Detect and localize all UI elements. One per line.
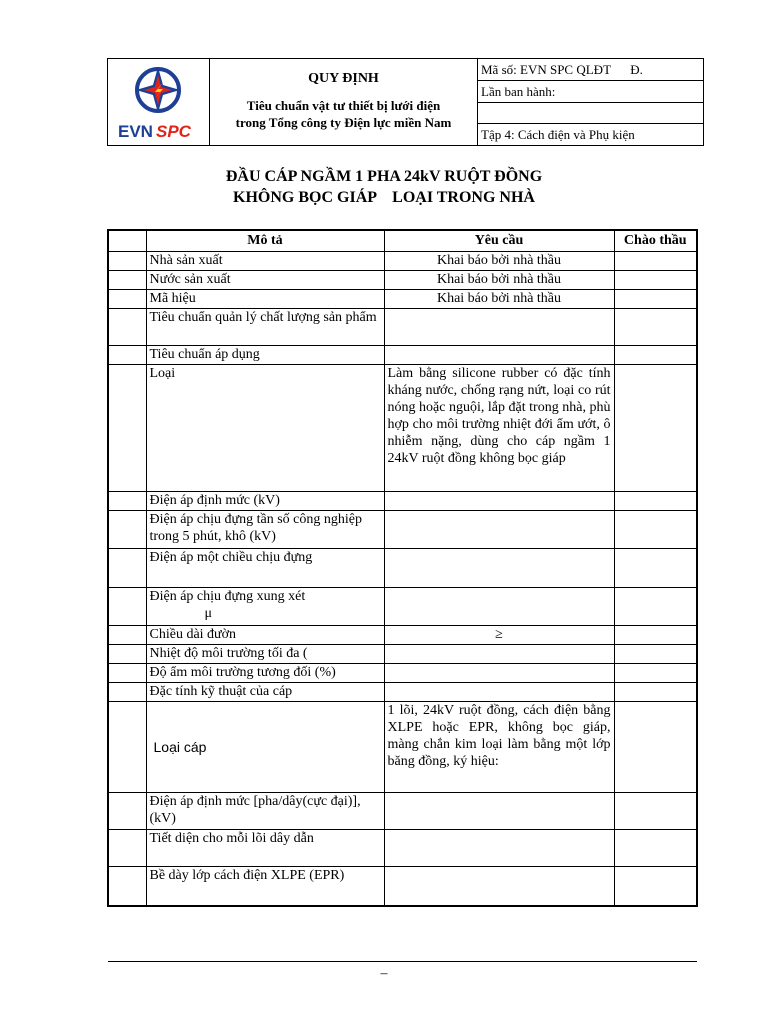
- row-desc: Tiêu chuẩn quản lý chất lượng sản phẩm: [146, 309, 384, 346]
- evn-logo-icon: [108, 59, 208, 143]
- row-desc: Tiêu chuẩn áp dụng: [146, 346, 384, 365]
- table-row: [108, 346, 697, 365]
- logo-text-evn: EVN: [118, 122, 153, 141]
- row-req: Khai báo bởi nhà thầu: [384, 252, 614, 271]
- row-req: [384, 346, 614, 365]
- table-row: [108, 793, 697, 830]
- blank-field: [478, 103, 704, 124]
- row-desc-cell: [146, 588, 384, 626]
- table-row: [108, 626, 697, 645]
- row-req: [384, 492, 614, 511]
- col-header-requirement: Yêu cầu: [384, 230, 614, 252]
- row-req: [384, 664, 614, 683]
- table-row: [108, 664, 697, 683]
- table-row: [108, 252, 697, 271]
- row-req: [384, 511, 614, 549]
- col-header-description: Mô tả: [146, 230, 384, 252]
- header-subtitle-line2: trong Tổng công ty Điện lực miền Nam: [235, 115, 452, 130]
- row-desc: Nước sản xuất: [146, 271, 384, 290]
- row-desc: Điện áp một chiều chịu đựng: [146, 549, 384, 588]
- row-req: Khai báo bởi nhà thầu: [384, 290, 614, 309]
- col-header-index: [108, 230, 146, 252]
- logo-cell: [108, 59, 210, 146]
- header-subtitle: [210, 97, 477, 131]
- table-header-row: [108, 230, 697, 252]
- row-desc-symbol: μ: [204, 606, 213, 621]
- row-req: [384, 549, 614, 588]
- row-req: Khai báo bởi nhà thầu: [384, 271, 614, 290]
- row-desc: Bề dày lớp cách điện XLPE (EPR): [146, 867, 384, 906]
- row-desc: Nhà sản xuất: [146, 252, 384, 271]
- table-row: [108, 309, 697, 346]
- row-req: Làm bằng silicone rubber có đặc tính kháng nước, chống rạng nứt, loại co rút nóng hoặc nguội, lắp đặt trong nhà, phù hợp cho môi trường nhiệt đới ẩm ướt, ô nhiễm nặng, dùng cho cáp ngầm 1 24kV ruột đồng không bọc giáp: [384, 365, 614, 492]
- table-row: [108, 549, 697, 588]
- header-title-cell: [210, 59, 478, 146]
- spec-table: [107, 229, 698, 907]
- row-req: [384, 830, 614, 867]
- row-desc: Điện áp định mức [pha/dây(cực đại)], (kV): [146, 793, 384, 830]
- table-row: [108, 290, 697, 309]
- table-row: [108, 588, 697, 626]
- row-req: [384, 309, 614, 346]
- row-req: [384, 793, 614, 830]
- row-req: 1 lõi, 24kV ruột đồng, cách điện bằng XLPE hoặc EPR, không bọc giáp, màng chắn kim loại làm bằng một lớp băng đồng, ký hiệu:: [384, 702, 614, 793]
- footer-divider: [108, 961, 697, 962]
- header-title: QUY ĐỊNH: [308, 71, 379, 86]
- table-row: [108, 830, 697, 867]
- table-row: [108, 492, 697, 511]
- row-desc: Loại cáp: [146, 702, 384, 793]
- row-req: [384, 645, 614, 664]
- row-req: [384, 588, 614, 626]
- row-req: [384, 867, 614, 906]
- table-row: [108, 867, 697, 906]
- table-row: [108, 702, 697, 793]
- table-row: [108, 645, 697, 664]
- row-req: ≥: [384, 626, 614, 645]
- table-row: [108, 511, 697, 549]
- row-req: [384, 683, 614, 702]
- document-header: [107, 58, 704, 146]
- row-desc: Điện áp định mức (kV): [146, 492, 384, 511]
- page-number: –: [380, 966, 388, 981]
- table-row: [108, 365, 697, 492]
- table-row: [108, 683, 697, 702]
- document-title-line1: ĐẦU CÁP NGẦM 1 PHA 24kV RUỘT ĐỒNG: [225, 168, 543, 185]
- row-desc: Độ ẩm môi trường tương đối (%): [146, 664, 384, 683]
- volume-label: Tập 4: Cách điện và Phụ kiện: [478, 124, 704, 146]
- row-desc: Loại: [146, 365, 384, 492]
- logo-text-spc: SPC: [156, 122, 191, 141]
- col-header-bid: Chào thầu: [614, 230, 697, 252]
- row-desc: Điện áp chịu đựng xung xét: [149, 589, 306, 604]
- row-desc: Đặc tính kỹ thuật của cáp: [146, 683, 384, 702]
- document-title-line2: KHÔNG BỌC GIÁP LOẠI TRONG NHÀ: [233, 189, 535, 206]
- doc-code: Mã số: EVN SPC QLĐT Đ.: [478, 59, 704, 81]
- header-subtitle-line1: Tiêu chuẩn vật tư thiết bị lưới điện: [246, 98, 441, 113]
- issue-number: Lần ban hành:: [478, 81, 704, 103]
- row-desc: Mã hiệu: [146, 290, 384, 309]
- row-desc: Nhiệt độ môi trường tối đa (: [146, 645, 384, 664]
- row-desc: Điện áp chịu đựng tần số công nghiệp trong 5 phút, khô (kV): [146, 511, 384, 549]
- table-row: [108, 271, 697, 290]
- row-desc: Tiết diện cho mỗi lõi dây dẫn: [146, 830, 384, 867]
- row-desc: Chiều dài đườn: [146, 626, 384, 645]
